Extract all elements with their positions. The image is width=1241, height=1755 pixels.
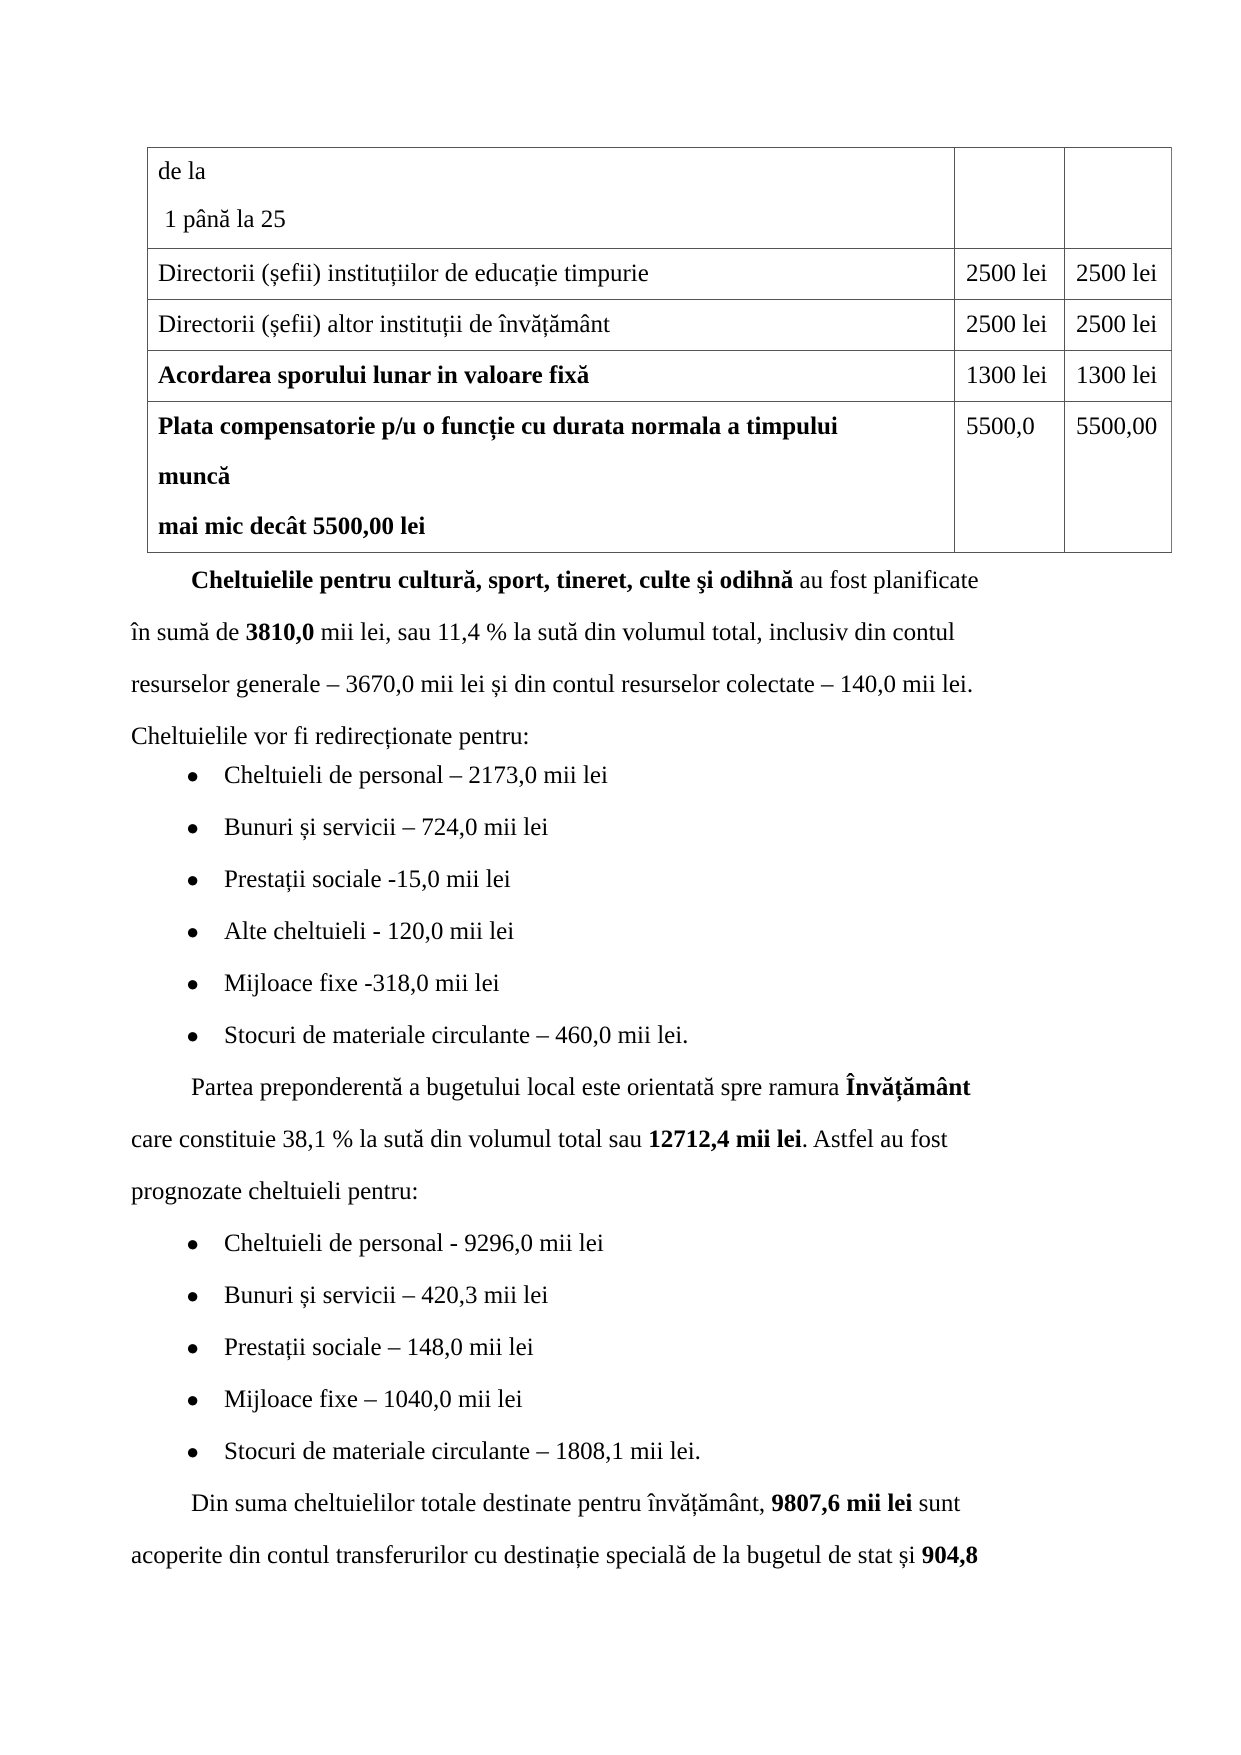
table-cell-value: 2500 lei [955, 249, 1065, 300]
bullet-icon: ● [186, 919, 200, 944]
bullet-icon: ● [186, 1439, 200, 1464]
table-cell-value: 5500,0 [955, 402, 1065, 553]
salary-table [147, 147, 1172, 553]
table-cell-value [955, 148, 1065, 249]
culture-total-amount: 3810,0 [245, 619, 315, 646]
list-item [186, 906, 688, 958]
education-expense-list [186, 1218, 701, 1478]
text: sunt [912, 1490, 961, 1517]
table-row [148, 402, 1172, 553]
list-item [186, 1322, 701, 1374]
item-text: Prestații sociale – 148,0 mii lei [224, 1334, 534, 1361]
text: Cheltuielile vor fi redirecționate pentru: [131, 723, 530, 750]
table-row [148, 351, 1172, 402]
table-row [148, 148, 1172, 249]
list-item [186, 750, 688, 802]
item-text: Stocuri de materiale circulante – 1808,1 mii lei. [224, 1438, 701, 1465]
table-cell-label: Directorii (șefii) instituțiilor de educație timpurie [148, 249, 955, 300]
item-text: Bunuri și servicii – 724,0 mii lei [224, 814, 549, 841]
cell-line: 1 până la 25 [158, 206, 286, 233]
cell-line: Plata compensatorie p/u o funcție cu durata normala a timpului [158, 413, 838, 440]
table-cell-label [148, 148, 955, 249]
culture-heading: Cheltuielile pentru cultură, sport, tineret, culte şi odihnă [191, 567, 794, 594]
bullet-icon: ● [186, 763, 200, 788]
text: în sumă de [131, 619, 246, 646]
table-cell-value: 1300 lei [955, 351, 1065, 402]
culture-expense-list [186, 750, 688, 1062]
table-cell-label [148, 402, 955, 553]
education-paragraph [131, 1062, 1129, 1218]
list-item [186, 958, 688, 1010]
item-text: Stocuri de materiale circulante – 460,0 mii lei. [224, 1022, 689, 1049]
list-item [186, 1010, 688, 1062]
table-row [148, 300, 1172, 351]
bullet-icon: ● [186, 815, 200, 840]
list-item [186, 1218, 701, 1270]
item-text: Mijloace fixe -318,0 mii lei [224, 970, 500, 997]
text: Partea preponderentă a bugetului local este orientată spre ramura [191, 1074, 846, 1101]
education-heading: Învățământ [845, 1074, 971, 1101]
table-cell-value: 2500 lei [955, 300, 1065, 351]
list-item [186, 802, 688, 854]
table-cell-value: 5500,00 [1065, 402, 1172, 553]
transfer-amount: 9807,6 mii lei [771, 1490, 913, 1517]
item-text: Alte cheltuieli - 120,0 mii lei [224, 918, 515, 945]
list-item [186, 1270, 701, 1322]
text: care constituie 38,1 % la sută din volumul total sau [131, 1126, 649, 1153]
cell-line: de la [158, 158, 206, 185]
text: au fost planificate [793, 567, 979, 594]
bullet-icon: ● [186, 971, 200, 996]
list-item [186, 854, 688, 906]
bullet-icon: ● [186, 867, 200, 892]
item-text: Prestații sociale -15,0 mii lei [224, 866, 511, 893]
table-cell-label: Directorii (șefii) altor instituții de învățământ [148, 300, 955, 351]
bullet-icon: ● [186, 1231, 200, 1256]
item-text: Cheltuieli de personal – 2173,0 mii lei [224, 762, 608, 789]
table-cell-value: 2500 lei [1065, 249, 1172, 300]
table-cell-label: Acordarea sporului lunar in valoare fixă [148, 351, 955, 402]
text: . Astfel au fost [801, 1126, 948, 1153]
remaining-amount: 904,8 [921, 1542, 978, 1569]
bullet-icon: ● [186, 1335, 200, 1360]
table-cell-value: 2500 lei [1065, 300, 1172, 351]
table-cell-value: 1300 lei [1065, 351, 1172, 402]
bullet-icon: ● [186, 1387, 200, 1412]
funding-paragraph [131, 1478, 1129, 1582]
text: Din suma cheltuielilor totale destinate pentru învățământ, [191, 1490, 772, 1517]
item-text: Cheltuieli de personal - 9296,0 mii lei [224, 1230, 604, 1257]
cell-line: muncă [158, 463, 231, 490]
item-text: Mijloace fixe – 1040,0 mii lei [224, 1386, 523, 1413]
culture-paragraph [131, 555, 1129, 763]
text: prognozate cheltuieli pentru: [131, 1178, 419, 1205]
bullet-icon: ● [186, 1023, 200, 1048]
item-text: Bunuri și servicii – 420,3 mii lei [224, 1282, 549, 1309]
list-item [186, 1426, 701, 1478]
cell-line: mai mic decât 5500,00 lei [158, 513, 426, 540]
text: mii lei, sau 11,4 % la sută din volumul total, inclusiv din contul [314, 619, 956, 646]
education-total-amount: 12712,4 mii lei [648, 1126, 802, 1153]
table-cell-value [1065, 148, 1172, 249]
text: resurselor generale – 3670,0 mii lei și din contul resurselor colectate – 140,0 mii lei. [131, 671, 974, 698]
table-row [148, 249, 1172, 300]
text: acoperite din contul transferurilor cu destinație specială de la bugetul de stat și [131, 1542, 922, 1569]
list-item [186, 1374, 701, 1426]
bullet-icon: ● [186, 1283, 200, 1308]
